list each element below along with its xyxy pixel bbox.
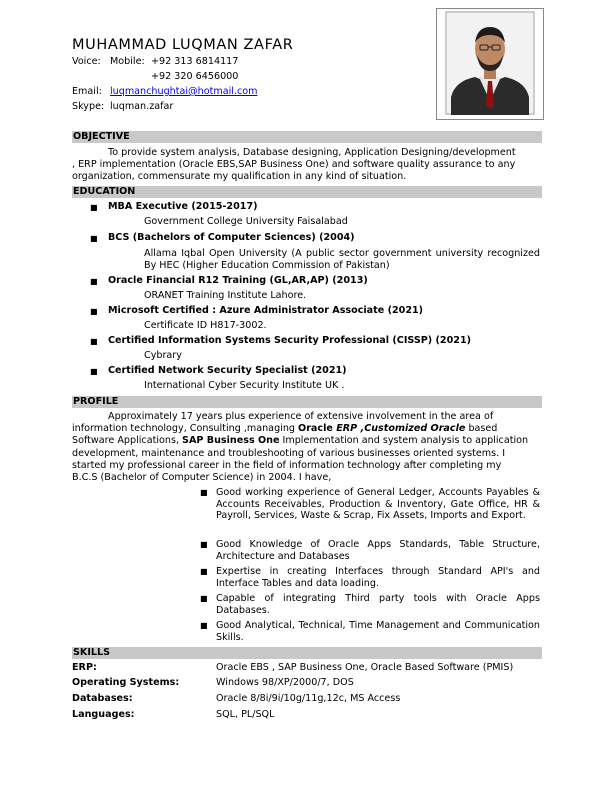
bullet-icon: ■ <box>200 621 208 630</box>
bullet-icon: ■ <box>90 367 98 376</box>
voice-label: Voice: <box>72 56 101 67</box>
bullet-icon: ■ <box>90 203 98 212</box>
bullet-icon: ■ <box>200 488 208 497</box>
profile-bullet: Good Analytical, Technical, Time Management and Communication Skills. <box>216 620 540 643</box>
skill-label: ERP: <box>72 662 97 673</box>
objective-line: , ERP implementation (Oracle EBS,SAP Business One) and software quality assurance to any <box>72 159 516 171</box>
education-detail: International Cyber Security Institute UK . <box>144 380 345 391</box>
profile-summary <box>72 411 540 484</box>
education-detail: Certificate ID H817-3002. <box>144 320 267 331</box>
objective-line: organization, commensurate my qualification in any kind of situation. <box>72 171 407 183</box>
objective-line: To provide system analysis, Database designing, Application Designing/development <box>108 147 516 158</box>
phone-primary: +92 313 6814117 <box>151 56 239 67</box>
education-detail: ORANET Training Institute Lahore. <box>144 290 307 301</box>
skype-label: Skype: <box>72 101 105 112</box>
education-detail: Cybrary <box>144 350 182 361</box>
email-link[interactable]: luqmanchughtai@hotmail.com <box>110 86 258 97</box>
education-title: MBA Executive (2015-2017) <box>108 201 258 212</box>
profile-line: started my professional career in the field of information technology after completing my <box>72 459 502 471</box>
skill-label: Languages: <box>72 709 135 720</box>
bullet-icon: ■ <box>90 234 98 243</box>
profile-line: Software Applications, SAP Business One Implementation and system analysis to application <box>72 435 529 447</box>
education-detail: Allama Iqbal Open University (A public sector government university recognized By HEC (Higher Education Commission of Pakistan) <box>144 248 540 271</box>
bullet-icon: ■ <box>200 540 208 549</box>
email-label: Email: <box>72 86 102 97</box>
education-title: BCS (Bachelors of Computer Sciences) (2004) <box>108 232 355 243</box>
profile-bullet: Good Knowledge of Oracle Apps Standards, Table Structure, Architecture and Databases <box>216 539 540 562</box>
profile-heading: PROFILE <box>72 396 542 408</box>
bullet-icon: ■ <box>90 337 98 346</box>
education-title: Certified Information Systems Security Professional (CISSP) (2021) <box>108 335 472 346</box>
education-title: Microsoft Certified : Azure Administrator Associate (2021) <box>108 305 424 316</box>
person-portrait-icon <box>437 9 543 119</box>
mobile-label: Mobile: <box>110 56 145 67</box>
education-title: Certified Network Security Specialist (2021) <box>108 365 347 376</box>
bullet-icon: ■ <box>200 567 208 576</box>
profile-bullet: Capable of integrating Third party tools with Oracle Apps Databases. <box>216 593 540 616</box>
profile-line: Approximately 17 years plus experience of extensive involvement in the area of <box>108 411 494 422</box>
skill-value: Windows 98/XP/2000/7, DOS <box>216 677 354 688</box>
skype-id: luqman.zafar <box>110 101 174 112</box>
bullet-icon: ■ <box>90 277 98 286</box>
phone-secondary: +92 320 6456000 <box>151 71 239 82</box>
skill-value: SQL, PL/SQL <box>216 709 275 720</box>
education-detail: Government College University Faisalabad <box>144 216 348 227</box>
skill-value: Oracle EBS , SAP Business One, Oracle Based Software (PMIS) <box>216 662 514 673</box>
skill-label: Databases: <box>72 693 133 704</box>
profile-bullet: Good working experience of General Ledger, Accounts Payables & Accounts Receivables, Production & Inventory, Gate Office, HR & Payroll, Services, Waste & Scrap, Fix Assets, Imports and Export. <box>216 487 540 522</box>
objective-text <box>72 147 540 184</box>
bullet-icon: ■ <box>200 594 208 603</box>
profile-line: development, maintenance and troubleshooting of various businesses oriented systems. I <box>72 447 506 459</box>
skill-label: Operating Systems: <box>72 677 180 688</box>
profile-line: B.C.S (Bachelor of Computer Science) in 2004. I have, <box>72 472 332 484</box>
candidate-name: MUHAMMAD LUQMAN ZAFAR <box>72 37 294 53</box>
profile-bullet: Expertise in creating Interfaces through Standard API's and Interface Tables and data loading. <box>216 566 540 589</box>
skills-heading: SKILLS <box>72 647 542 659</box>
profile-photo <box>436 8 544 120</box>
skill-value: Oracle 8/8i/9i/10g/11g,12c, MS Access <box>216 693 401 704</box>
profile-line: information technology, Consulting ,managing Oracle ERP ,Customized Oracle based <box>72 423 498 435</box>
objective-heading: OBJECTIVE <box>72 131 542 143</box>
education-heading: EDUCATION <box>72 186 542 198</box>
bullet-icon: ■ <box>90 307 98 316</box>
education-title: Oracle Financial R12 Training (GL,AR,AP) (2013) <box>108 275 368 286</box>
